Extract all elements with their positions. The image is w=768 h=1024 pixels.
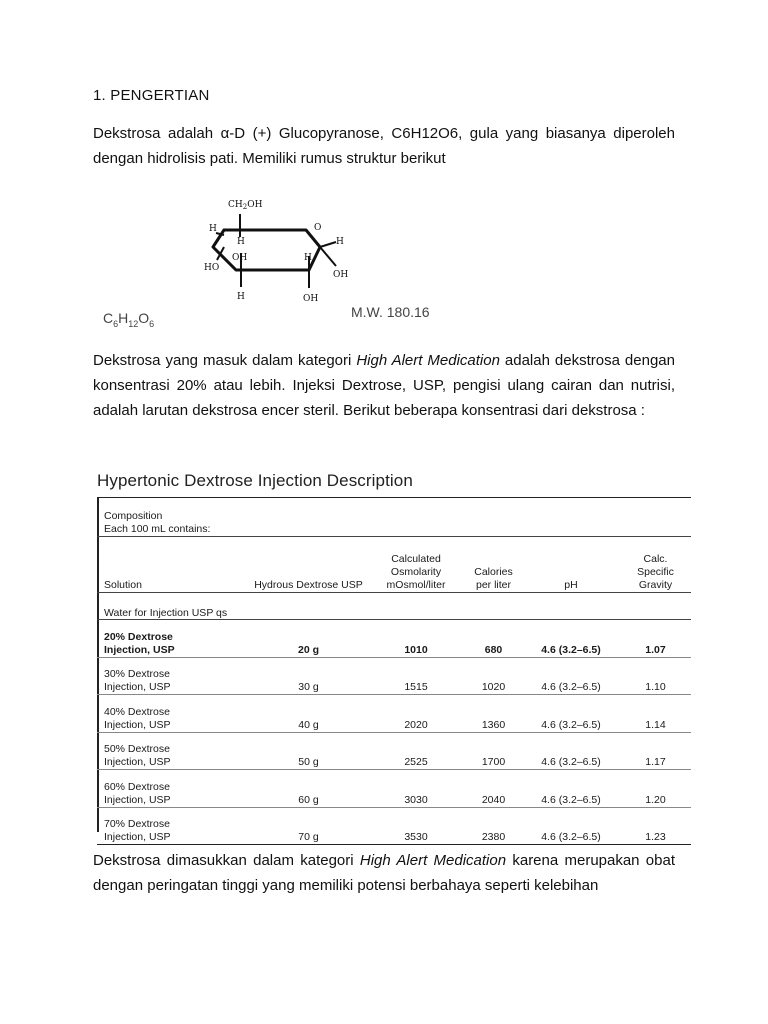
molecular-formula: $C_6H_{12}O_6$	[103, 310, 155, 329]
col-header-osmolarity: Calculated Osmolarity mOsmol/liter	[367, 537, 462, 593]
label-oh-c3: OH	[232, 253, 248, 263]
table-row	[97, 807, 691, 845]
molecular-weight: M.W. 180.16	[351, 304, 430, 320]
cell-ph: 4.6 (3.2–6.5)	[522, 657, 617, 695]
composition-sublabel: Each 100 mL contains:	[104, 523, 211, 535]
cell-gravity: 1.20	[617, 770, 691, 808]
cell-osmolarity: 3030	[367, 770, 462, 808]
table-row	[97, 732, 691, 770]
glucose-structure-diagram	[96, 190, 436, 335]
label-h-c5: H	[237, 237, 245, 247]
label-oh-bottom: OH	[303, 294, 319, 304]
p3-text-start: Dekstrosa dimasukkan dalam kategori	[93, 852, 360, 869]
section-heading: 1. PENGERTIAN	[93, 87, 210, 104]
composition-row	[97, 498, 691, 537]
cell-solution: 20% Dextrose Injection, USP	[97, 620, 247, 658]
cell-calories: 2040	[462, 770, 522, 808]
cell-solution: 30% Dextrose Injection, USP	[97, 657, 247, 695]
water-label: Water for Injection USP qs	[97, 593, 691, 620]
cell-ph: 4.6 (3.2–6.5)	[522, 620, 617, 658]
cell-calories: 1020	[462, 657, 522, 695]
label-h-left: H	[209, 224, 217, 234]
paragraph-reason	[93, 848, 675, 898]
cell-solution: 50% Dextrose Injection, USP	[97, 732, 247, 770]
cell-hydrous: 30 g	[247, 657, 367, 695]
p2-emphasis: High Alert Medication	[356, 352, 500, 369]
table-title: Hypertonic Dextrose Injection Description	[97, 471, 413, 490]
composition-label: Composition	[104, 510, 163, 522]
col-header-hydrous: Hydrous Dextrose USP	[247, 537, 367, 593]
p2-text-end: adalah dekstrosa dengan konsentrasi 20% atau lebih. Injeksi Dextrose, USP, pengisi ulang cairan dan nutrisi, adalah larutan dekstrosa encer steril. Berikut beberapa konsentrasi dari dekstrosa :	[93, 352, 675, 419]
paragraph-definition: Dekstrosa adalah α-D (+) Glucopyranose, C6H12O6, gula yang biasanya diperoleh dengan hidrolisis pati. Memiliki rumus struktur berikut	[93, 125, 675, 167]
ring-bond	[213, 230, 320, 270]
label-h-c1: H	[336, 237, 344, 247]
col-header-ph: pH	[522, 537, 617, 593]
label-oh-c1: OH	[333, 270, 349, 280]
cell-ph: 4.6 (3.2–6.5)	[522, 770, 617, 808]
cell-solution: 60% Dextrose Injection, USP	[97, 770, 247, 808]
cell-hydrous: 60 g	[247, 770, 367, 808]
p3-text-end: karena merupakan obat dengan peringatan tinggi yang memiliki potensi berbahaya seperti kelebihan	[93, 852, 675, 894]
cell-osmolarity: 3530	[367, 807, 462, 845]
table-row	[97, 620, 691, 658]
cell-solution: 40% Dextrose Injection, USP	[97, 695, 247, 733]
bond-c1-h	[320, 242, 336, 247]
cell-hydrous: 40 g	[247, 695, 367, 733]
p3-emphasis: High Alert Medication	[359, 852, 507, 869]
label-h-bottom: H	[237, 292, 245, 302]
cell-osmolarity: 1010	[367, 620, 462, 658]
cell-calories: 1360	[462, 695, 522, 733]
cell-gravity: 1.23	[617, 807, 691, 845]
col-header-solution: Solution	[97, 537, 247, 593]
cell-ph: 4.6 (3.2–6.5)	[522, 695, 617, 733]
cell-gravity: 1.14	[617, 695, 691, 733]
col-header-gravity: Calc. Specific Gravity	[617, 537, 691, 593]
cell-gravity: 1.10	[617, 657, 691, 695]
bond-c1-oh	[320, 247, 336, 266]
table-row	[97, 657, 691, 695]
table-header-row	[97, 537, 691, 593]
cell-gravity: 1.07	[617, 620, 691, 658]
cell-osmolarity: 1515	[367, 657, 462, 695]
cell-hydrous: 50 g	[247, 732, 367, 770]
table-row	[97, 695, 691, 733]
p2-text-start: Dekstrosa yang masuk dalam kategori	[93, 352, 357, 369]
cell-osmolarity: 2525	[367, 732, 462, 770]
cell-solution: 70% Dextrose Injection, USP	[97, 807, 247, 845]
cell-calories: 1700	[462, 732, 522, 770]
cell-gravity: 1.17	[617, 732, 691, 770]
table-row	[97, 770, 691, 808]
col-header-calories: Calories per liter	[462, 537, 522, 593]
cell-hydrous: 70 g	[247, 807, 367, 845]
paragraph-high-alert	[93, 348, 675, 423]
label-h-c2: H	[304, 253, 312, 263]
label-ring-o: O	[314, 223, 322, 233]
cell-ph: 4.6 (3.2–6.5)	[522, 732, 617, 770]
cell-calories: 680	[462, 620, 522, 658]
label-ho: HO	[204, 263, 220, 273]
label-ch2oh: $CH_2OH$	[228, 200, 263, 211]
cell-osmolarity: 2020	[367, 695, 462, 733]
dextrose-table	[97, 497, 691, 845]
water-row	[97, 593, 691, 620]
cell-hydrous: 20 g	[247, 620, 367, 658]
cell-ph: 4.6 (3.2–6.5)	[522, 807, 617, 845]
cell-calories: 2380	[462, 807, 522, 845]
